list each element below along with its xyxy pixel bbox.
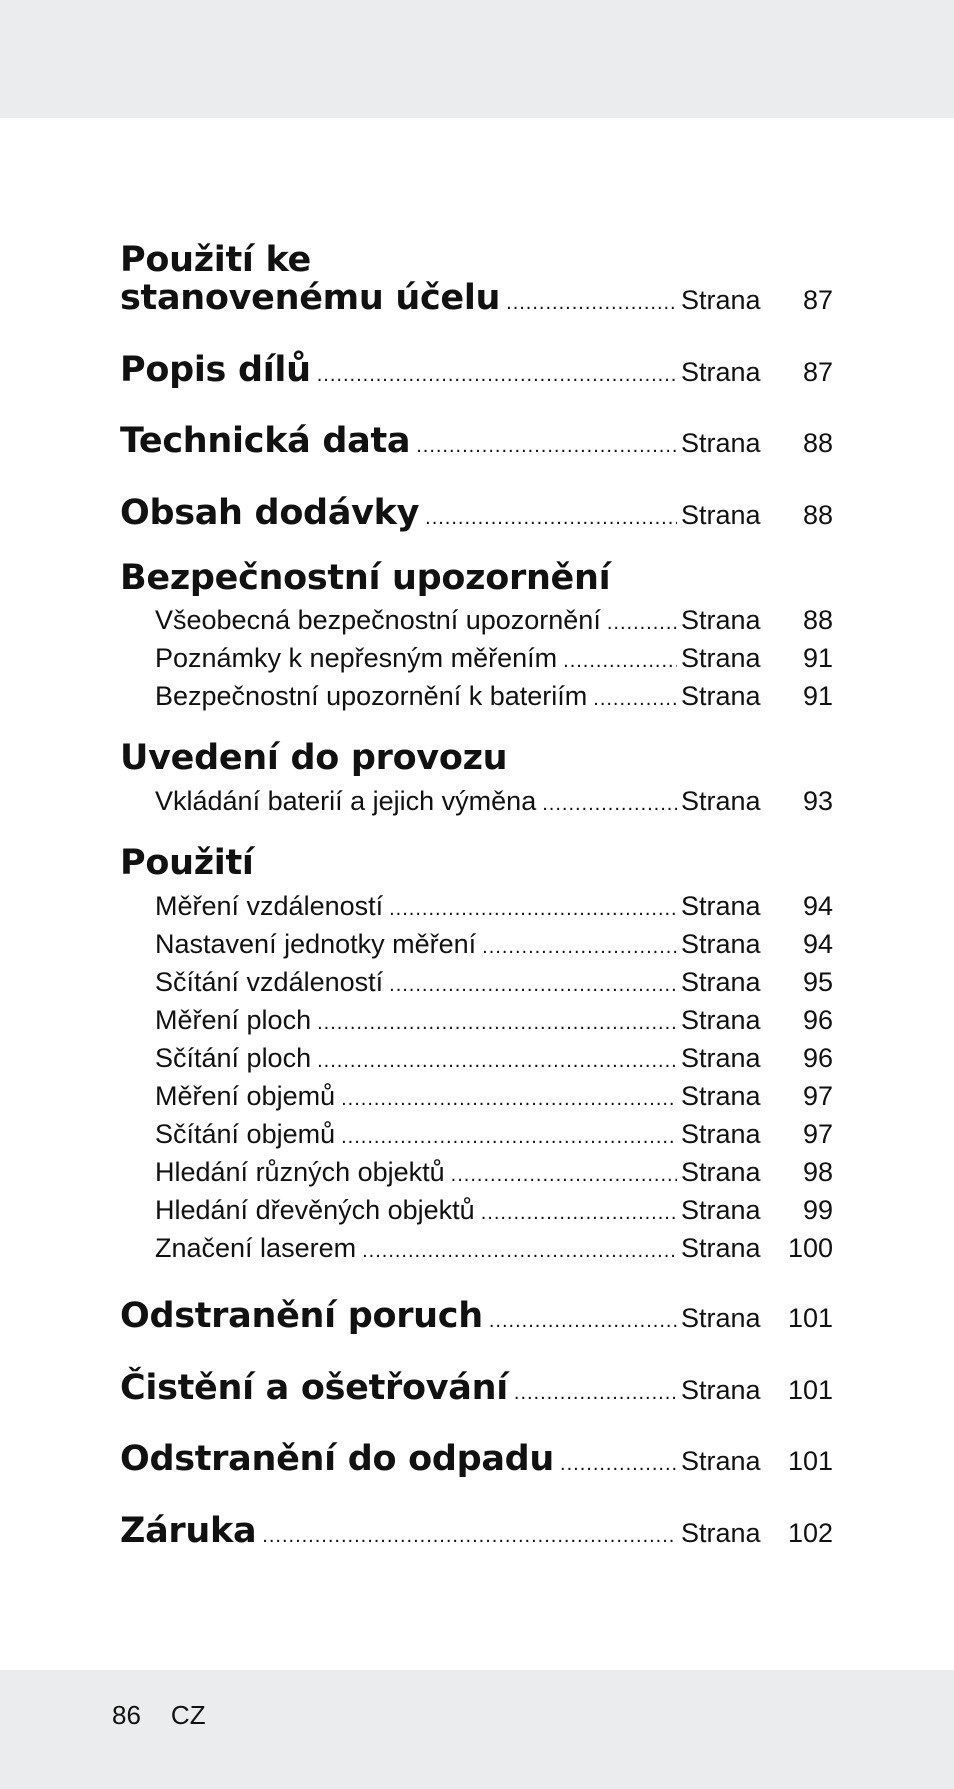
toc-subentry-title: Všeobecná bezpečnostní upozornění	[155, 605, 601, 635]
toc-entry-troubleshooting[interactable]	[120, 1296, 833, 1336]
toc-entry-title: Záruka	[120, 1511, 257, 1551]
toc-subentry-title: Sčítání objemů	[155, 1119, 336, 1149]
leader-dots	[341, 1126, 677, 1149]
toc-subentry-title: Poznámky k nepřesným měřením	[155, 643, 558, 673]
strana-label: Strana	[681, 428, 761, 458]
toc-section-title[interactable]: Použití	[120, 843, 254, 883]
page-number: 88	[802, 500, 833, 530]
page-footer	[112, 1700, 206, 1731]
leader-dots	[489, 1310, 677, 1333]
toc-subentry[interactable]	[155, 1233, 833, 1264]
strana-label: Strana	[681, 681, 761, 711]
strana-label: Strana	[681, 1043, 761, 1073]
page-number: 96	[802, 1043, 833, 1073]
strana-label: Strana	[681, 1303, 761, 1333]
page-number: 97	[802, 1081, 833, 1111]
strana-label: Strana	[681, 357, 761, 387]
toc-entry-title: Odstranění poruch	[120, 1296, 483, 1336]
leader-dots	[341, 1088, 677, 1111]
strana-label: Strana	[681, 1157, 761, 1187]
toc-subentry[interactable]	[155, 681, 833, 712]
leader-dots	[482, 936, 677, 959]
leader-dots	[425, 507, 677, 530]
strana-label: Strana	[681, 891, 761, 921]
toc-entry-disposal[interactable]	[120, 1439, 833, 1479]
page-number: 88	[802, 428, 833, 458]
top-margin-band	[0, 0, 954, 118]
toc-entry-parts[interactable]	[120, 350, 833, 390]
strana-label: Strana	[681, 1195, 761, 1225]
strana-label: Strana	[681, 786, 761, 816]
strana-label: Strana	[681, 967, 761, 997]
leader-dots	[593, 688, 677, 711]
toc-entry-title: Popis dílů	[120, 350, 311, 390]
toc-subentry-title: Hledání různých objektů	[155, 1157, 445, 1187]
page-number: 100	[787, 1233, 833, 1263]
leader-dots	[514, 1382, 677, 1405]
toc-subentry[interactable]	[155, 1157, 833, 1188]
toc-entry-intended-use[interactable]	[120, 278, 833, 318]
toc-entry-title: Odstranění do odpadu	[120, 1439, 555, 1479]
toc-subentry-title: Měření ploch	[155, 1005, 312, 1035]
leader-dots	[451, 1164, 677, 1187]
toc-entry-technical-data[interactable]	[120, 421, 833, 461]
toc-subentry[interactable]	[155, 891, 833, 922]
strana-label: Strana	[681, 500, 761, 530]
toc-entry-contents[interactable]	[120, 493, 833, 533]
page-number: 93	[802, 786, 833, 816]
footer-page-number: 86	[112, 1700, 141, 1730]
toc-entry-title: Obsah dodávky	[120, 493, 420, 533]
strana-label: Strana	[681, 643, 761, 673]
toc-subentry-title: Sčítání ploch	[155, 1043, 312, 1073]
page-number: 94	[802, 929, 833, 959]
leader-dots	[560, 1453, 677, 1476]
page-number: 87	[802, 285, 833, 315]
toc-subentry[interactable]	[155, 1005, 833, 1036]
toc-subentry[interactable]	[155, 967, 833, 998]
page-number: 95	[802, 967, 833, 997]
toc-subentry-title: Hledání dřevěných objektů	[155, 1195, 475, 1225]
toc-subentry-title: Sčítání vzdáleností	[155, 967, 384, 997]
page-number: 87	[802, 357, 833, 387]
toc-subentry[interactable]	[155, 1195, 833, 1226]
leader-dots	[542, 793, 677, 816]
leader-dots	[416, 435, 677, 458]
toc-section-title[interactable]: Bezpečnostní upozornění	[120, 558, 611, 598]
toc-section-title[interactable]: Uvedení do provozu	[120, 738, 508, 778]
page-number: 101	[787, 1446, 833, 1476]
page-number: 96	[802, 1005, 833, 1035]
toc-subentry-title: Měření vzdáleností	[155, 891, 384, 921]
page-number: 101	[787, 1303, 833, 1333]
toc-subentry[interactable]	[155, 643, 833, 674]
strana-label: Strana	[681, 1005, 761, 1035]
toc-entry-cleaning[interactable]	[120, 1368, 833, 1408]
page-number: 101	[787, 1375, 833, 1405]
page-number: 91	[802, 681, 833, 711]
toc-subentry[interactable]	[155, 1043, 833, 1074]
strana-label: Strana	[681, 1233, 761, 1263]
toc-subentry-title: Měření objemů	[155, 1081, 336, 1111]
toc-entry-warranty[interactable]	[120, 1511, 833, 1551]
leader-dots	[362, 1240, 677, 1263]
toc-subentry-title: Nastavení jednotky měření	[155, 929, 477, 959]
toc-entry-title: Čistění a ošetřování	[120, 1368, 508, 1408]
strana-label: Strana	[681, 1119, 761, 1149]
toc-subentry-title: Vkládání baterií a jejich výměna	[155, 786, 537, 816]
toc-subentry[interactable]	[155, 786, 833, 817]
toc-entry-title: stanovenému účelu	[120, 278, 501, 318]
toc-subentry[interactable]	[155, 605, 833, 636]
leader-dots	[262, 1525, 677, 1548]
toc-subentry[interactable]	[155, 1119, 833, 1150]
strana-label: Strana	[681, 1518, 761, 1548]
strana-label: Strana	[681, 929, 761, 959]
toc-section-title[interactable]: Použití ke	[120, 240, 311, 280]
strana-label: Strana	[681, 1375, 761, 1405]
page-number: 97	[802, 1119, 833, 1149]
strana-label: Strana	[681, 285, 761, 315]
leader-dots	[317, 1012, 677, 1035]
leader-dots	[607, 612, 677, 635]
strana-label: Strana	[681, 605, 761, 635]
leader-dots	[317, 1050, 677, 1073]
leader-dots	[506, 292, 677, 315]
leader-dots	[389, 974, 677, 997]
leader-dots	[481, 1202, 677, 1225]
page-number: 99	[802, 1195, 833, 1225]
strana-label: Strana	[681, 1081, 761, 1111]
toc-subentry[interactable]	[155, 929, 833, 960]
leader-dots	[317, 364, 677, 387]
toc-subentry[interactable]	[155, 1081, 833, 1112]
page-number: 102	[787, 1518, 833, 1548]
leader-dots	[563, 650, 677, 673]
page-number: 94	[802, 891, 833, 921]
toc-subentry-title: Bezpečnostní upozornění k bateriím	[155, 681, 588, 711]
toc-entry-title: Technická data	[120, 421, 411, 461]
leader-dots	[389, 898, 677, 921]
page-number: 91	[802, 643, 833, 673]
footer-language-code: CZ	[170, 1700, 206, 1730]
toc-subentry-title: Značení laserem	[155, 1233, 357, 1263]
strana-label: Strana	[681, 1446, 761, 1476]
page-number: 98	[802, 1157, 833, 1187]
page-number: 88	[802, 605, 833, 635]
